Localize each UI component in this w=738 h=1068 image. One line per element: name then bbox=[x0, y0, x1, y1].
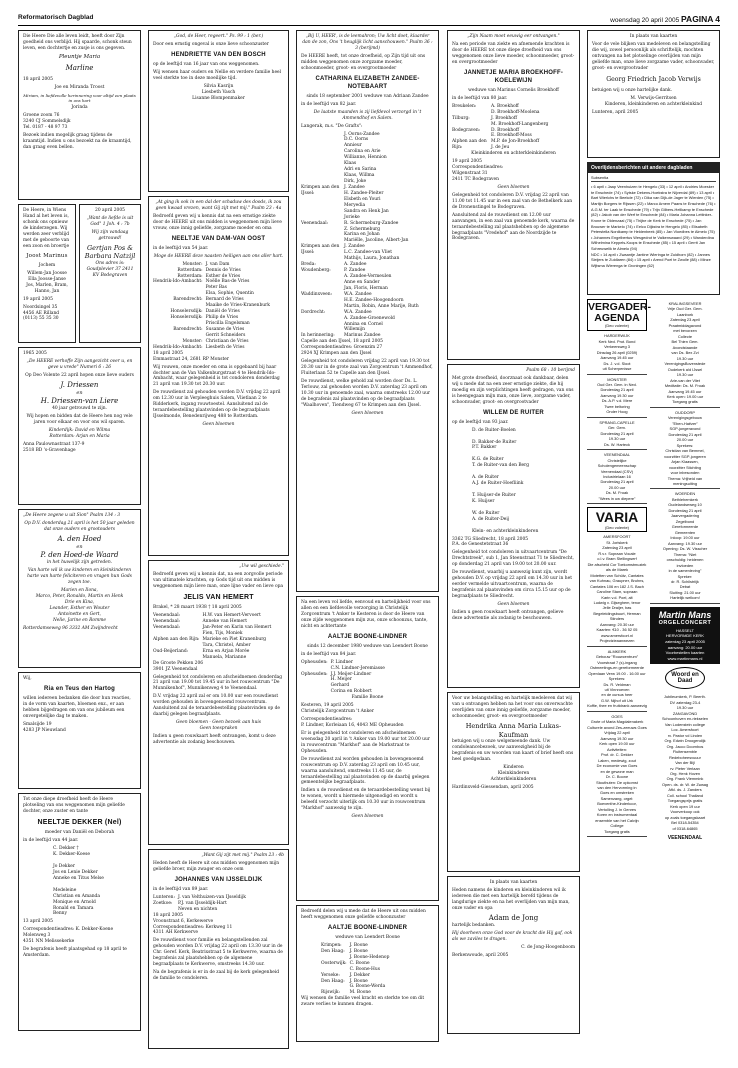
obituary-willem-de-ruiter: Psalm 68 : 10 berijmd Met grote droefheid, doorznaat ook dankbaar, delen wij u mede dat na een zeer ernstige ziekte, die hij moedig en zijn verplichtingen heeft gedragen, van ons is heengegaan mijn man, onze lieve, zorgzame vader, schoonvader, groot- en overgrootvader WILLEM DE RUITER op de leeftijd van 93 jaar. D. de Ruiter-Boelen D. Bakker-de Ruiter P.T. Bakker K.G. de Ruiter T. de Ruiter-van den Berg A. de Ruiter A.J. de Ruiter-Hoefliink T. Huijser-de Ruiter K. Huijser W. de Ruiter A. de Ruiter-Deij Klein- en achterkleinkinderen 3362 TG Sliedrecht, 18 april 2005 P.A. de Genestetstraat 36 Gelegenheid tot condoleren in uitvaartcentrum "De Drechtstreek", sub 1, Jan Steenstraat 71 te Sliedrecht, op donderdag 21 april van 19.00 tot 20.00 uur. De rouwdienst, waarbij u aanwezig kunt zijn, wordt gehouden D.V. op vrijdag 22 april om 14.30 uur in het eerder vermelde uitvaartcentrum, waarna de begrafenis zal plaatsvinden om circa 15.15 uur op de begraafplaats te Sliedrecht. Geen bloemen Indien u geen rouwkaart heeft ontvangen, gelieve deze advertentie als zodanig te beschouwen. bbox=[447, 364, 580, 688]
agenda-left-column bbox=[587, 299, 652, 844]
obituary-aaltje-boone-family: Bedroefd delen wij u mede dat de Heere uit ons midden heeft weggenomen onze geliefde schoonzuster AALTJE BOONE-LINDNER weduwe van Leendert Boone Krimpen: J. Boone Den Haag: J. Boone J. Boone-Hedenop Oosterwijk: C. Boone C. Boone-Hus Yerseke: J. Dekker Den Haag: J. Boone G. Boone-Werda Rijswijk: M. Boone Wij wensen de familie veel kracht en sterkte toe om dit zware verlies te kunnen dragen. bbox=[296, 905, 439, 1042]
family-list: J. Oorns-Zandee D.C. Oorns Annieur Carolina en Arie Willianne, Hennion Klaas Adri en Sarina Klaas, Willma Dirk, Joke Krimpen aan den IJssel: J. Zandee H. Zandee-Pleiter Elsbeth en Youri Meryedia Sandra en Henk Jan Jorieke Veenendaal: R. Schermeburg-Zandee Z. Schermeburg Karina en Johan Mariëlle, Jacoline, Albert-Jan Krimpen aan den IJssel: J. Zandee L.C. Zandee-van Vliet Mathijs, Laura, Jonathan Breda: A. Zandee Woudenberg: P. Zandee A. Zandee-Vermeulen Anne en Sander Jan, Floris, Herman Waddinxveen: W.A. Zandee H.E. Zandee-Hoogendoorn Martin, Robin, Anne Marije, Ruth Dordrecht: W.A. Zandee A. Zandee-Groenewold Annina en Cornel Willemijn In herinnering: Marinus Zandee bbox=[301, 131, 419, 339]
thank-you-den-hartog: Wij, Ria en Teus den Hartog willen iedereen bedanken die door hun reacties, in de vorm van kaarten, bloemen enz., er aan hebben bijgedragen om van ons jubileum een onvergetelijke dag te maken. Smalsijde 19 4283 JP Nieuwland bbox=[18, 672, 141, 789]
birth-announcement-pleuntje: Die Heere Die alle leven leidt, heeft door Zijn goedheid ons verblijd. Hij spaarde, schonk steun leven, een dochtertje en zusje is ons gegeven. Pleuntje Maria Marline 18 april 2005 Joe en Miranda Troost Miriam, in liefdevolle herinnering voor altijd een plaats in ons hart Jorinda Groene zoom 76 3240 CJ Sommelsdijk Tel. 0187 - 48 97 73 Bezoek indien mogelijk graag tijdens de kraamtijd. Indien u ons bezoekt na de kraamtijd, dan graag even bellen. bbox=[18, 30, 141, 200]
obituary-neeltje-van-dam: „At ging ik ook in een dal der schaduw des doods, ik zou geen kwaad vrezen, want Gij zijt met mij." Psalm 23 : 4a Bedroefd geven wij u kennis dat na een ernstige ziekte door de HEERE uit ons midden is weggenomen mijn lieve vrouw, onze innig geliefde, zorgzame moeder en oma NEELTJE VAN DAM-VAN OOST in de leeftijd van 54 jaar. Moge de HEERE deze naasten heiligen aan ons aller hart. Monster: J. van Dam Rotterdam: Dennis de Vries Rotterdam: Esther de Vries Hendrik-Ido-Ambacht: Noëlle Bas-de Vries Peter Bas Elsa, Sophie, Quentin Barendrecht: Bernard de Vries Maaike de Vries-Kranenburk Honselersdijk: Daniël de Vries Honselersdijk: Philip de Vries Priscilla Engelsman Barendrecht: Susanne de Vries Gerrit Schneiders Monster: Christiaan de Vries Hendrik-Ido-Ambacht: Liesbeth de Vries 18 april 2005 Emmastraat 24, 2681 RP Monster Wij rouwen, onze moeder en oma is opgebaard bij haar dochter aan de Van Valkenburgstraat 4 te Hendrik-Ido-Ambacht, waar gelegenheid is tot condoleren donderdag 21 april van 19.30 tot 20.30 uur. De rouwdienst zal gehouden worden D.V. vrijdag 22 april om 12.30 uur in Verpleeghuis Salem, Vlietlaan 2 te Ridderkerk, ingang rouwtoestel. Aansluitend zal de teraardebestelling plaatsvinden op de begraafplaats IJsselmonde, Benedenrijweg 488 te Rotterdam. Geen bloemen bbox=[148, 196, 289, 556]
obituary-hendriette-van-den-bosch: „God, de Heer, regeert." Ps. 99 : 1 (ber.) Door een ernstig ongeval is onze lieve schoonzuster HENDRIETTE VAN DEN BOSCH op de leeftijd van 16 jaar van ons weggenomen. Wij wensen haar ouders en Nellie en verdere familie heel veel sterkte toe in deze moeilijke tijd. Silvia Kasrijn Liesbeth Vasch Lisanne Blompenmaker bbox=[148, 30, 289, 192]
agenda-item: MONSTER Oud Ger. Gem. in Ned. Donderdag 21 april Aanvang 19.30 uur Ds. A.P. v.d. Mere Twee beltoring Onder Hoog bbox=[587, 375, 647, 418]
varia-item: ALMKERK Gebouw "Rouwcentrum" Voorstraat 7 (s)-ingang Ostmeetings-en gereformeerde Openlaan Verw 19.00 - 16.00 uur Sprekers: Ds. R. Veldman uit Vinnroeven en de cursus heer G.W. Nijhof uit Urk Koffie, thee en fruitdrank aanwezig bbox=[587, 647, 647, 712]
thank-you-lukas-kaufman: Voor uw belangstelling en hartelijk medeleven dat wij van u ontvangen hebben na het voor ons onverwachte overlijden van onze innig geliefde, zorgzame moeder, schoonmoeder, groot- en overgrootmoeder Hendrika Anna Maria Lukas-Kaufman betuigen wij u onze welgemeende dank. Uw condoleancebezoek, uw aanwezigheid bij de begrafenis en uw woorden van kaart of brief heeft ons heel goedgedaan. Kinderen Kleinkinderen Achterkleinkinderen Hardinxveld-Giessendam, april 2005 bbox=[447, 692, 580, 872]
wedding-announcement-pos: 20 april 2005 „Want de liefde is uit God" 1 Joh. 4 : 7b Wij zijn vandaag getrouwd! Gertjan Pos & Barbara Natzijl Ons adres is: Goudplevier 37 2411 KV Bodegraven bbox=[79, 204, 141, 343]
varia-item: AMERSFOORT St. Joriskerk Zaterdag 23 april R.v.r. Sopraan Vocale o.l.v. Bram Stellingwerf Die afscheid Cor Toekomstmuziek als de Marek Motetten van Schütz, Cantates van Kuhnau, Graupner, Bruhns, Cantates 106 en 182 J.S. Bach Caroline Stam, sopraan Karin v.d. Poel, alt Ludwig v. Gijseghem, tenor Jelle Draijer, bas Begeleidingsbuurt, Herman Stinders Aanvang: 20.30 uur Kaarten: €10 - 36 52 05 www.amersfoort.nl Projectzieaanwezen bbox=[587, 532, 647, 646]
thank-you-adam-de-jong: In plaats van kaarten Heden namens de kinderen en kleinkinderen wil ik iedereen die met een hartelijk berefd tijdens de langdurige ziekte en na het overlijden van mijn man, onze vader en opa Adam de Jong hartelijk bedanken. Hij doorheen onze God voor de kracht die Hij gaf, ook als we zaviles te dragen. C. de Jong-Hoogenboom Berkenwoude, april 2005 bbox=[447, 876, 580, 1034]
obituary-neeltje-dekker: Tot onze diepe droefheid heeft de Heere plotseling van ons weggenomen mijn geliefde dochter, onze zuster en tante NEELTJE DEKKER (Nel) moeder van Daniël en Deborah in de leeftijd van 44 jaar. C. Dekker † K. Dekker-Koese Jo Dekker Jos en Lenie Dekker Anneke en Titus Melse Medeleine Christian en Amanda Monique en Arnold Ronald en Tamara Benny 13 april 2005 Correspondentieadres: K. Dekker-Koene Molenweg 3 4351 NN Melissekerke De begrafenis heeft plaatsgehad op 18 april te Amsterdam. bbox=[18, 793, 141, 1031]
header-date: woensdag 20 april 2005 PAGINA 4 bbox=[610, 14, 720, 24]
varia-item: GOES Grote of Maria Magdalenakerk Culturele avond Zes-zeeuws Goes Vrijdag 22 april Aanvang 19.30 uur Kerk open 19.00 uur Activiteiten: Prof. dr. C. Dekker Laken, medewig, zout De economie van Goes en de gewone man Dr. C. Boone Stouthuten: De opkomst van den Hervorming in Goes en omstreken Samenzang, orgel: Boeventhe-Kinderkoor, Vertolling J. in Genres Koren en instrumentaal ensemble van het Calvijn College Toegang gratis bbox=[587, 712, 647, 837]
column-4 bbox=[447, 30, 580, 1050]
obituary-catharina-zandee: „Bij U, HEER', is de leemahron; Uw licht doet, klaarder dan de zon, Ons 't heuglijk licht aanschouwen." Psalm 36 : 3 (berijmd) De HEERE heeft, tot onze droefheid, op Zijn tijd uit ons midden weggenomen onze zorgzame moeder, schoonmoeder, groot- en overgrootmoeder CATHARINA ELIZABETH ZANDEE-NOTEBAART sinds 18 september 2001 weduwe van Adriaan Zandee in de leeftijd van 82 jaar. De laatste maanden is zij liefdevol verzorgd in 't Ammendhof en Salem. Langerak, m.s. "De Grafts": J. Oorns-Zandee D.C. Oorns Annieur Carolina en Arie Willianne, Hennion Klaas Adri en Sarina Klaas, Willma Dirk, Joke Krimpen aan den IJssel: J. Zandee H. Zandee-Pleiter Elsbeth en Youri Meryedia Sandra en Henk Jan Jorieke Veenendaal: R. Schermeburg-Zandee Z. Schermeburg Karina en Johan Mariëlle, Jacoline, Albert-Jan Krimpen aan den IJssel: J. Zandee L.C. Zandee-van Vliet Mathijs, Laura, Jonathan Breda: A. Zandee Woudenberg: P. Zandee A. Zandee-Vermeulen Anne en Sander Jan, Floris, Herman Waddinxveen: W.A. Zandee H.E. Zandee-Hoogendoorn Martin, Robin, Anne Marije, Ruth Dordrecht: W.A. Zandee A. Zandee-Groenewold Annina en Cornel Willemijn In herinnering: Marinus Zandee Capelle aan den IJssel, 18 april 2005 Correspondentieadres: Groenzim 27 2924 XJ Krimpen aan den IJssel Gelegenheid tot condoleren vrijdag 22 april van 19.30 tot 20.30 uur in de grote zaal van Zorgcentrum 't Ammendhof, Fluiterlaan 52 te Capelle aan den IJssel. De rouwdienst, welke gehold zal worden door Ds. L. Terlouw, zal gehouden worden D.V. zaterdag 23 april om 10.30 uur in genoemde zaal, waarna omstreeks 12.00 uur de begrafenis zal plaatsvinden op de begraafplaats "Waalhoven", Tiendweg 67 te Krimpen aan den IJssel. Geen bloemen bbox=[296, 30, 439, 592]
woord-en-daad-logo: Woord en Daad bbox=[665, 667, 705, 689]
birth-announcement-joost: De Heere, in Wiens Hand al het leven is, schonk ons opnieuw de kinderzegen. Wij werden zeer verblijd met de geboorte van een zoon en broertje Joost Marinus Jochem Willem-Jan Joosse Ella Joosse-Janse Jos, Marlen, Bram, Hanno, Jan 19 april 2005 Noordsingel 35 4456 AE Rilland (0113) 55 35 30 bbox=[18, 204, 76, 343]
family-list: Veenendaal: H.W. van Hemert-Vervoert Veenendaal: Anneke van Hemert Veenendaal: Jan-Peter en Karin van Hemert Fien, Tijs, Moniek Alphen aan den Rijn: Marieke en Piet Kranenburg Tara, Christel, Amber Oud-Beijerland: Erna en Arjan Morée Manuela, Marianne bbox=[153, 613, 272, 660]
obituary-jannetje-broekhoff: „Zijn Naam moet eeuwig eer ontvangen." Na een periode van ziekte en afnemende krachten is door de HEERE tot onze diepe droefheid van ons weggenomen onze lieve moeder, schoonmoeder, groot- en overgrootmoeder JANNETJE MARIA BROEKHOFF-KOELEWIJN weduwe van Marinus Cornelis Broekhoff in de leeftijd van 80 jaar. Breukelen: A. Broekhoff D. Broekhoff-Moolena Tilburg: J. Broekhoff M. Broekhoff-Langenberg Bodegraven: D. Broekhoff E. Broekhoff-Moss Alphen aan den Rijn: M.P. de Jon-Broekhoff J. de Jeu Kleinkinderen en achterkleinkinderen 19 april 2005 Correspondentieadres: Wilgenstraat 31 2411 TC Bodegraven Geen bloemen Gelegenheid tot condoleren D.V. vrijdag 22 april van 11.00 tot 11.45 uur in een zaal van de Bethelkerk aan de Dronenstingel te Bodegraven. Aansluitend zal de rouwdienst om 12.00 uur aanvangen, in een zaal van genoemde kerk, waarna de teraardebestelling zal plaatshebben op de algemene begraafplaats "Vredehof" aan de Noordzijde te Bodegraven. bbox=[447, 30, 580, 360]
agenda-item: OUDDORP Verenigingsgebouw "Eben-Haëzer" SGP-jongeravond Donderdag 21 april 20.00 uur Sprekers: Christian van Bemmel, voorzitter SGP-jongeren Arjan Klaassen, voorzitter Stichting voor inbesonden Thema: Vrijheid van meningsuiting bbox=[650, 408, 720, 490]
column-2 bbox=[148, 30, 289, 1050]
family-list: Monster: J. van Dam Rotterdam: Dennis de Vries Rotterdam: Esther de Vries Hendrik-Ido-Ambacht: Noëlle Bas-de Vries Peter Bas Elsa, Sophie, Quentin Barendrecht: Bernard de Vries Maaike de Vries-Kranenburk Honselersdijk: Daniël de Vries Honselersdijk: Philip de Vries Priscilla Engelsman Barendrecht: Susanne de Vries Gerrit Schneiders Monster: Christiaan de Vries Hendrik-Ido-Ambacht: Liesbeth de Vries bbox=[153, 261, 270, 350]
page-header bbox=[18, 14, 720, 26]
column-3 bbox=[296, 30, 439, 1050]
martin-mans-concert-ad: Martin Mans ORGELCONCERT HASSELT HERVORMDE KERK zaterdag 23 april 2005 aanvang: 20.00 uur Voorbestellen kaarten www.martinmans.nl bbox=[650, 607, 720, 665]
birth-and-wedding-row bbox=[18, 204, 141, 343]
agenda-item: HARDERWIJK Kerk Ned. Prot. Bond Verkeersweg 3 Dinsdag 26 april (0259) Aanvang 19.45 uur Ds. J. v.d. Sloot uit Scherpenisse bbox=[587, 331, 647, 374]
family-list: Lunteren: J. van Velthuizen-van IJsseldijk Zoetkoe: P.J. van IJsseldijk-Hart Neven en nichten bbox=[153, 894, 246, 912]
column-5 bbox=[587, 30, 720, 1050]
family-list: Krimpen: J. Boone Den Haag: J. Boone J. Boone-Hedenop Oosterwijk: C. Boone C. Boone-Hus Yerseke: J. Dekker Den Haag: J. Boone G. Boone-Werda Rijswijk: M. Boone bbox=[321, 942, 390, 996]
obituary-johannes-van-ijsseldijk: „Want Gij zijt met mij." Psalm 23 : 4b Heden heeft de Heere uit ons midden weggenomen mijn geliefde broer, mijn zwager en onze oom JOHANNES VAN IJSSELDIJK in de leeftijd van 89 jaar. Lunteren: J. van Velthuizen-van IJsseldijk Zoetkoe: P.J. van IJsseldijk-Hart Neven en nichten 18 april 2005 Vroonstraat 6, Kerkewerve Correspondentieadres: Kerkweg 11 4311 AH Kerkwerve De rouwdienst voor familie en belangstellenden zal gehouden worden D.V. vrijdag 22 april om 13.30 uur in de Chr. Geref. Kerk, Beatrixstraat 5 te Kerkwerve, waarna de begrafenis zal plaatshebben op de algemene begraafplaats te Kerkwerve, omstreeks 14.30 uur. Na de begrafenis is er in de zaal bij de kerk gelegenheid de familie te condoleren. bbox=[148, 849, 289, 1049]
thank-you-verwijs: In plaats van kaarten Voor de vele blijken van medeleven en belangstelling die wij, zowel persoonlijk als schriftelijk, mochten ontvangen na het plotselinge overlijden van mijn geliefde man, onze lieve zorgzame vader, schoonvader, groot- en overgrootvader Georg Friedrich Jacob Verwijs betuigen wij u onze hartelijke dank. M. Verwijs-Gerritsen Kinderen, kleinkinderen en achterkleinkind Lunteren, april 2005 bbox=[587, 30, 720, 158]
obituary-aaltje-boone-lindner: Na een leven vol liefde, eenvoud en hartelijkheid voor ons allen en een liefdevolle verzorging in Christelijk Zorgcentrum 't Anker te Kesteren is door de Heere van onze zijde weggenomen mijn zus, onze schoonzus, tante, nicht en achtertante AALTJE BOONE-LINDNER sinds 12 december 1980 weduwe van Leendert Boone in de leeftijd van 84 jaar. Opheusden: P. Lindner C.N. Lindner-Jeremiasse Opheusden: J.J. Meijer-Lindner H. Meijer Gerhard Corina en Robbert Familie Boone Kesteren, 19 april 2005 Christelijk Zorgcentrum 't Anker Correspondentieadres: P. Lindner, Korleiaan 16, 4043 ME Opheusden Er is gelegenheid tot condoleren en afscheidnemen woensdag 20 april in 't Anker van 19.00 uur tot 20.00 uur in rouwcentrum "Markhof" aan de Markstraat te Opheusden. De rouwdienst zal worden gehouden in bovengenoemd rouwcentrum op D.V. zaterdag 23 april om 10.45 uur, waarna aansluitend, omstreeks 11.45 uur, de teraardebestelling zal plaatsvinden op de daarbij gelegen gemeentelijke begraafplaats. Indien u de rouwdienst en de teraardebestelling wenst bij te wonen, wordt u hiermede uitgenodigd en wordt u beleefd verzocht uiterlijk om 10.30 uur in rouwcentrum "Markhof" aanwezig te zijn. Geen bloemen bbox=[296, 596, 439, 901]
anniversary-driessen: 1965 2005 „De HEERE verhoffe Zijn aangezicht over u, en geve u vrede" Numeri 6 : 26 Op Deo Volente 22 april hopen onze lieve ouders J. Driessen en H. Driessen-van Liere 40 jaar getrouwd te zijn. Wij hopen en bidden dat de Heere hen nog vele jaren voor elkaar en voor ons wil sparen. Kinderdijk: David en Wilma Rotterdam: Arjan en Maria Anna Paulownastraat 137-9 2518 BD 's-Gravenhage bbox=[18, 347, 141, 505]
obituary-jelis-van-hemert: „Uw wil geschiede." Bedroefd geven wij u kennis dat, na een zorgvolle periode van ultimatele krachten, op Gods tijd uit ons midden is weggenomen mijn lieve man, onze lijne vader en lieve opa JELIS VAN HEMERT Brakel, * 28 maart 1938 † 18 april 2005 Veenendaal: H.W. van Hemert-Vervoert Veenendaal: Anneke van Hemert Veenendaal: Jan-Peter en Karin van Hemert Fien, Tijs, Moniek Alphen aan den Rijn: Marieke en Piet Kranenburg Tara, Christel, Amber Oud-Beijerland: Erna en Arjan Morée Manuela, Marianne De Groote Pekken 206 3901 JZ Veenendaal Gelegenheid tot condoleren en afscheidnemen donderdag 21 april van 19.00 tot 19.45 uur in het rouwcentrum "De Munnikenhof", Munnikenweg 4 te Veenendaal. D.V. vrijdag 22 april zal er om 10.00 uur een rouwdienst worden gehouden in bovengenoemd rouwcentrum. Aansluitend zal de teraardebestelling plaatsvinden op de daarbij gelegen begraafplaats. Geen bloemen - Geen bezoek aan huis Geen toespraken Indien u geen rouwkaart heeft ontvangen, komt u deze advertentie als zodanig beschouwen. bbox=[148, 560, 289, 845]
meeting-agenda bbox=[587, 299, 720, 844]
agenda-item: VEENENDAAL Christelijke Scholengemeenschap Veenendaal (CSV) Industrielaan 16 Donderdag 21 april 20.00 uur Ds. M. Froak "Wees in uw diepere" bbox=[587, 450, 647, 504]
family-list: Opheusden: P. Lindner C.N. Lindner-Jeremiasse Opheusden: J.J. Meijer-Lindner H. Meijer Gerhard Corina en Robbert bbox=[301, 659, 385, 695]
agenda-right-column bbox=[650, 299, 720, 844]
anniversary-den-hoed: „De Heere zegene u uit Sion" Psalm 134 : 3 Op D.V. donderdag 21 april is het 50 jaar geleden dat onze ouders en grootouders A. den Hoed en P. den Hoed-de Waard in het huwelijk zijn getreden. Van harte wil ik uw kinderen en kleinkinderen harte van harte feliciteren en vragen hun Gods zegen toe. Marien en Ilona, Marco, Peter, Ronaldo, Martin en Henk Drie en Kina, Leander, Esther en Wouter Antoinette en Gert, Nelie, Jarine en Romme Rotterdamseweg 96 3332 AM Zwijndrecht bbox=[18, 509, 141, 668]
agenda-title: VERGADER- AGENDA (Deo volente) bbox=[587, 299, 647, 331]
woord-en-daad-details: Jubileumkerk, P. Beerth. DV zaterdag 23-4 19.30 uur ZANGAVOND Schoonhoven en-riekselen Van Lodenstein college Loc. Amersfoort rv. Pastor vd Linden Org. Edwin Droogendijk Org. Jacco Doornbos Fluitensemble Redeboheesvuuur Van der Bijl rv. Pieter Verlaan Org. Henk Hoven Org. Frank Vlemmink Open. ds. dr. W. de Zwaag Afkl. ds. J. Zanders Coll. school Thailand Toegangsprijs gratis Kerk open 19 uur Voorverkoop ook op zoals toegangskaart Bel 0318-54354 of 0318-64865 bbox=[661, 694, 709, 831]
page-number: 4 bbox=[715, 14, 720, 24]
column-1 bbox=[18, 30, 141, 1050]
publication-name: Reformatorisch Dagblad bbox=[18, 14, 94, 21]
family-list: Breukelen: A. Broekhoff D. Broekhoff-Moolena Tilburg: J. Broekhoff M. Broekhoff-Langenberg Bodegraven: D. Broekhoff E. Broekhoff-Moss Alphen aan den Rijn: M.P. de Jon-Broekhoff J. de Jeu bbox=[452, 103, 549, 151]
varia-title: VARIA (Deo volente) bbox=[587, 507, 647, 532]
veenendaal-heading: VEENENDAAL bbox=[667, 835, 703, 842]
agenda-item: WOERDEN Bethlehemkerk Oudelandseweg 10 Donderdag 21 april Jaarvergadering Zegelbond Gereformeerde Gemeenten Inloop: 19.00 uur Aanvang: 19.30 uur Opening: Ds. W. Visscher Thema: "Niet onschuldig: heidenen invloeden in de samenleving" Spreker: dr. R. Schilstriijk Debat Sluiting: 21.00 uur Hartelijk welkom! bbox=[650, 489, 720, 603]
agenda-item: KRALINGSEVEER Vrije Oud Ger. Gem. Laanbork Zaterdag 23 april Praatmiddagavond met bevorzen Collecte Bel Thien Gem. Avondstaande van Ds. Bex Zvi 19.30 uur VerenigingsBovenstede Oudekerk a/d IJssel 19.30 uur Arie-van der Vliet Meditatie: Ds. M. Froak Aanvang 19.45 uur Kerk open: 19.00 uur Toegang gratis bbox=[650, 299, 720, 408]
agenda-item: SPRANG-CAPELLE Ger. Gem. Donderdag 21 april 19.30 uur Ds. W. Harteck bbox=[587, 418, 647, 450]
other-newspaper-obituaries: Overlijdensberichten uit andere dagbladen Subsentia • 6 april • Jaap Veenhuizen te Hengelo (33) • 12 april • Andries Moesker te Enschede (74) • Sytske Dekens-Hoekstra te Nijverdal (89) • 13 april • Bart Wierlchs te Beekde (72) • Dika van Dijk-de Jager te Wierden (75) • Martijn Borgers te Rijssen (22) • Marco Arnem Paans te Enschede (76) • A.G.M. ter Laak te Enschede (79) • Trijn Gilbers-Hellkamp te Enschede (82) • Jakob van der Werf te Enschede (84) • Maria Johanna Lettinker-Krone te Oldenzaal (75) • Thijbe de Kerk te Enschede (75) • Jan Brouwer te Markelo (74) • Eelco Dijkstra te Hengelo (85) • Elisabeth Peterstella Nordkamp te Heldenbeek (85) • Jan Vloedbes te Almelo (75) • Johannes Engelbertus Wesgedrot te Valkenswaard (29) • Wanderdina Wilhelmina Keppels-Koops te Enschede (85) • 15 april • Gerrit Jan Schreuwelik te Almelo (94) NDC • 14 april • Zwaantje Jantine Wieringa te Zuidhorn (82) • Jannes Sleijers te Zuidlaren (84) • 15 april • Arend Poel te Zwolle (88) • Minze Wijtsma Wierenga te Groningen (62) bbox=[587, 162, 720, 295]
